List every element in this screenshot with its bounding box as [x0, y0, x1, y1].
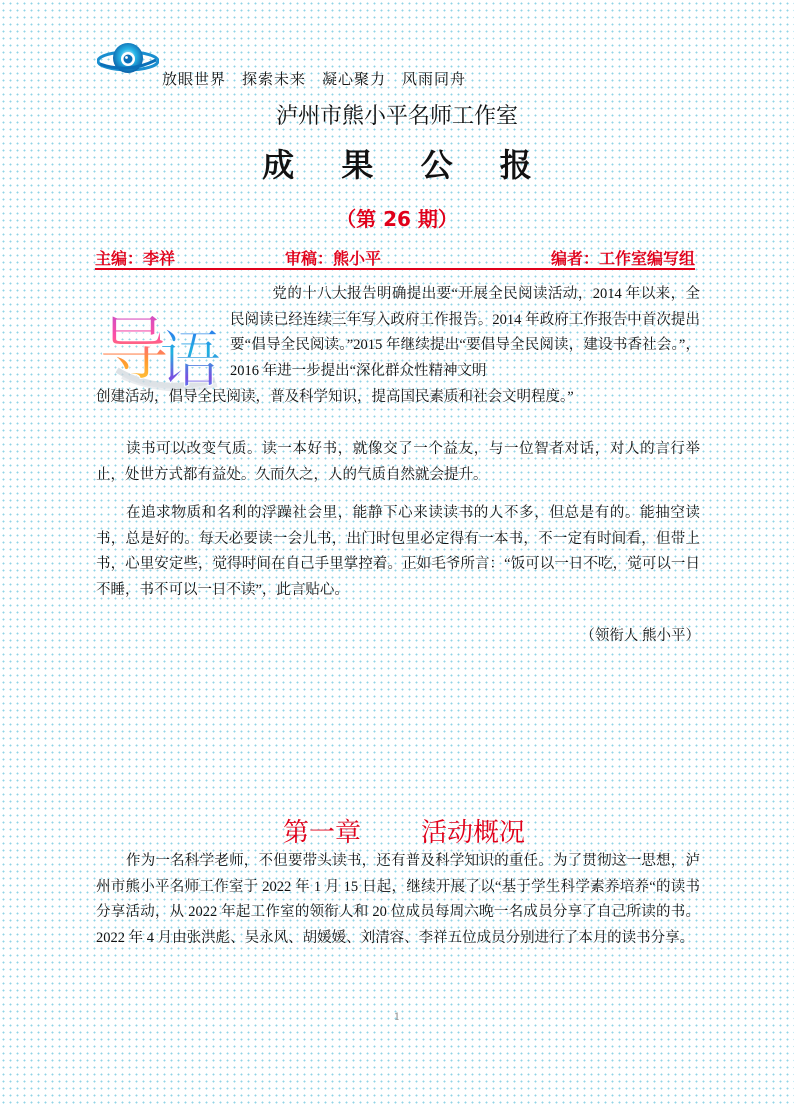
chapter-number: 第一章 [283, 818, 362, 848]
chapter-paragraph-1: 作为一名科学老师，不但要带头读书，还有普及科学知识的重任。为了贯彻这一思想，泸州市熊小平名师工作室于 2022 年 1 月 15 日起，继续开展了以“基于学生科学素养培养“的读书分享活动，从 2022 年起工作室的领衔人和 20 位成员每周六晚一名成员分享了自己所读的书。2022 年 4 月由张洪彪、吴永风、胡媛媛、刘清容、李祥五位成员分别进行了本月的读书分享。 [96, 853, 700, 947]
chapter-name: 活动概况 [421, 818, 526, 848]
issue-number: （第 26 期） [336, 207, 458, 231]
slogan-3: 凝心聚力 [322, 70, 387, 88]
intro-paragraph-1 [230, 282, 700, 385]
intro-paragraph-1-tail: 创建活动，倡导全民阅读，普及科学知识，提高国民素质和社会文明程度。” [96, 389, 574, 405]
svg-text:语: 语 [159, 323, 222, 395]
reviewer-label: 审稿：熊小平 [285, 249, 382, 268]
intro-art-text: 导 [99, 308, 169, 390]
signature: （领衔人 熊小平） [580, 628, 700, 644]
writers-label: 编者：工作室编写组 [550, 249, 695, 268]
intro-paragraph-3: 在追求物质和名利的浮躁社会里，能静下心来读读书的人不多，但总是有的。能抽空读书，总是好的。每天必要读一会儿书，出门时包里必定得有一本书，不一定有时间看，但带上书，心里安定些，觉得时间在自己手里掌控着。正如毛爷所言：“饭可以一日不吃，觉可以一日不睡，书不可以一日不读”，此言贴心。 [96, 505, 700, 599]
slogan-line [162, 68, 482, 89]
page-number: 1 [393, 1012, 401, 1023]
editor-label: 主编：李祥 [95, 249, 176, 268]
staff-line [95, 246, 695, 270]
chapter-heading [283, 812, 525, 849]
intro-paragraph-2: 读书可以改变气质。读一本好书，就像交了一个益友，与一位智者对话，对人的言行举止，处世方式都有益处。久而久之，人的气质自然就会提升。 [96, 441, 700, 483]
slogan-2: 探索未来 [242, 70, 307, 88]
intro-art [97, 285, 225, 395]
eye-globe-logo-icon [97, 40, 159, 80]
slogan-1: 放眼世界 [162, 70, 227, 88]
intro-paragraph-1-text: 党的十八大报告明确提出要“开展全民阅读活动，2014 年以来，全民阅读已经连续三年写入政府工作报告。2014 年政府工作报告中首次提出要“倡导全民阅读。”2015 年继续提出“要倡导全民阅读，建设书香社会。”，2016 年进一步提出“深化群众性精神文明 [230, 286, 700, 380]
slogan-4: 风雨同舟 [402, 70, 467, 88]
page-title: 成 果 公 报 [262, 146, 550, 184]
studio-name: 泸州市熊小平名师工作室 [275, 103, 518, 128]
